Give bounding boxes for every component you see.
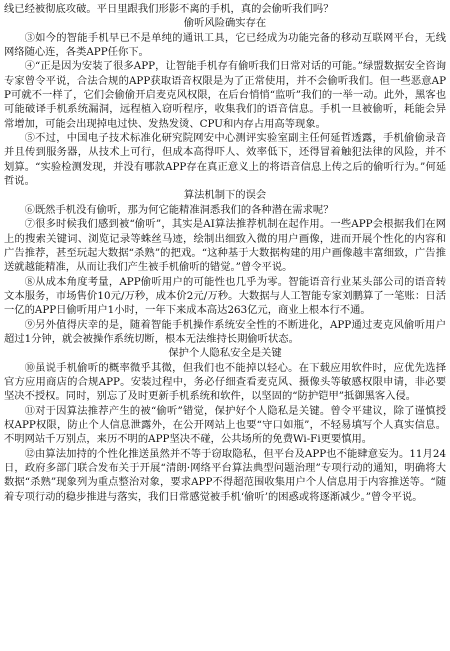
- paragraph-4: ④“正是因为安装了很多APP，让智能手机存有偷听我们日常对话的可能。”绿盟数据安全咨询专家曾令平说，合法合规的APP获取语音权限是为了正常使用，并不会偷听我们。但一些恶意APP可就不一样了，它们会偷偷开启麦克风权限，在后台悄悄“监听”我们的一举一动。此外，黑客也可能破译手机系统漏洞，远程植入窃听程序，收集我们的语音信息。手机一旦被偷听，耗能会异常增加，可能会出现掉电过快、发热发烫、CPU和内存占用高等现象。: [4, 60, 446, 130]
- paragraph-12: ⑫由算法加持的个性化推送虽然并不等于窃取隐私，但平台及APP也不能肆意妄为。11月24日，政府多部门联合发布关于开展“清朗·网络平台算法典型问题治理”专项行动的通知，明确将大数据“杀熟”现象列为重点整治对象，要求APP不得超范围收集用户个人信息用于内容推送等。“随着专项行动的稳步推进与落实，我们日常感觉被手机‘偷听’的困惑或将逐渐减少。”曾令平说。: [4, 447, 446, 503]
- paragraph-8: ⑧从成本角度考量，APP偷听用户的可能性也几乎为零。智能语音行业某头部公司的语音转文本服务，市场售价10元/万秒，成本价2元/万秒。大数据与人工智能专家刘鹏算了一笔账：日活一亿的APP日偷听用户1小时，一年下来成本高达263亿元，商业上根本行不通。: [4, 275, 446, 317]
- paragraph-5: ⑤不过，中国电子技术标准化研究院网安中心测评实验室副主任何延哲透露，手机偷偷录音并且传到服务器，从技术上可行，但成本高得吓人、效率低下，还得冒着触犯法律的风险，并不划算。“实验检测发现，并没有哪款APP存在真正意义上的将语音信息上传之后的偷听行为。”何延哲说。: [4, 132, 446, 188]
- paragraph-11: ⑪对于因算法推荐产生的被“偷听”错觉，保护好个人隐私是关键。曾令平建议，除了谨慎授权APP权限，防止个人信息泄露外，在公开网站上也要“守口如瓶”，不轻易填写个人真实信息。不明网站千万别点，来历不明的APP坚决不碰，公共场所的免费Wi-Fi更要慎用。: [4, 404, 446, 446]
- section-heading-algorithm: 算法机制下的误会: [183, 189, 267, 202]
- paragraph-10: ⑩虽说手机偷听的概率微乎其微，但我们也不能掉以轻心。在下载应用软件时，应优先选择官方应用商店的合规APP。安装过程中，务必仔细查看麦克风、摄像头等敏感权限申请，非必要坚决不授权。同时，别忘了及时更新手机系统和软件，以坚固的“防护铠甲”抵御黑客入侵。: [4, 361, 446, 403]
- intro-paragraph: 线已经被彻底攻破。平日里跟我们形影不离的手机，真的会偷听我们吗？: [4, 3, 334, 15]
- section-heading-privacy: 保护个人隐私安全是关键: [168, 347, 282, 360]
- paragraph-6: ⑥既然手机没有偷听，那为何它能精准洞悉我们的各种潜在需求呢？: [24, 203, 334, 216]
- paragraph-3: ③如今的智能手机早已不是单纯的通讯工具，它已经成为功能完备的移动互联网平台，无线网络随心连，各类APP任你下。: [4, 31, 446, 59]
- paragraph-7: ⑦很多时候我们感到被“偷听”，其实是AI算法推荐机制在起作用。一些APP会根据我们在网上的搜索关键词、浏览记录等蛛丝马迹，绘制出细致入微的用户画像，进而开展个性化的内容和广告推荐，甚至玩起大数据“杀熟”的把戏。“这种基于大数据构建的用户画像越丰富细致，广告推送就越能精准，从而让我们产生被手机偷听的错觉。”曾令平说。: [4, 218, 446, 274]
- section-heading-risk: 偷听风险确实存在: [183, 17, 267, 30]
- paragraph-9: ⑨另外值得庆幸的是，随着智能手机操作系统安全性的不断进化，APP通过麦克风偷听用户超过1分钟，就会被操作系统切断，根本无法维持长期偷听状态。: [4, 318, 446, 345]
